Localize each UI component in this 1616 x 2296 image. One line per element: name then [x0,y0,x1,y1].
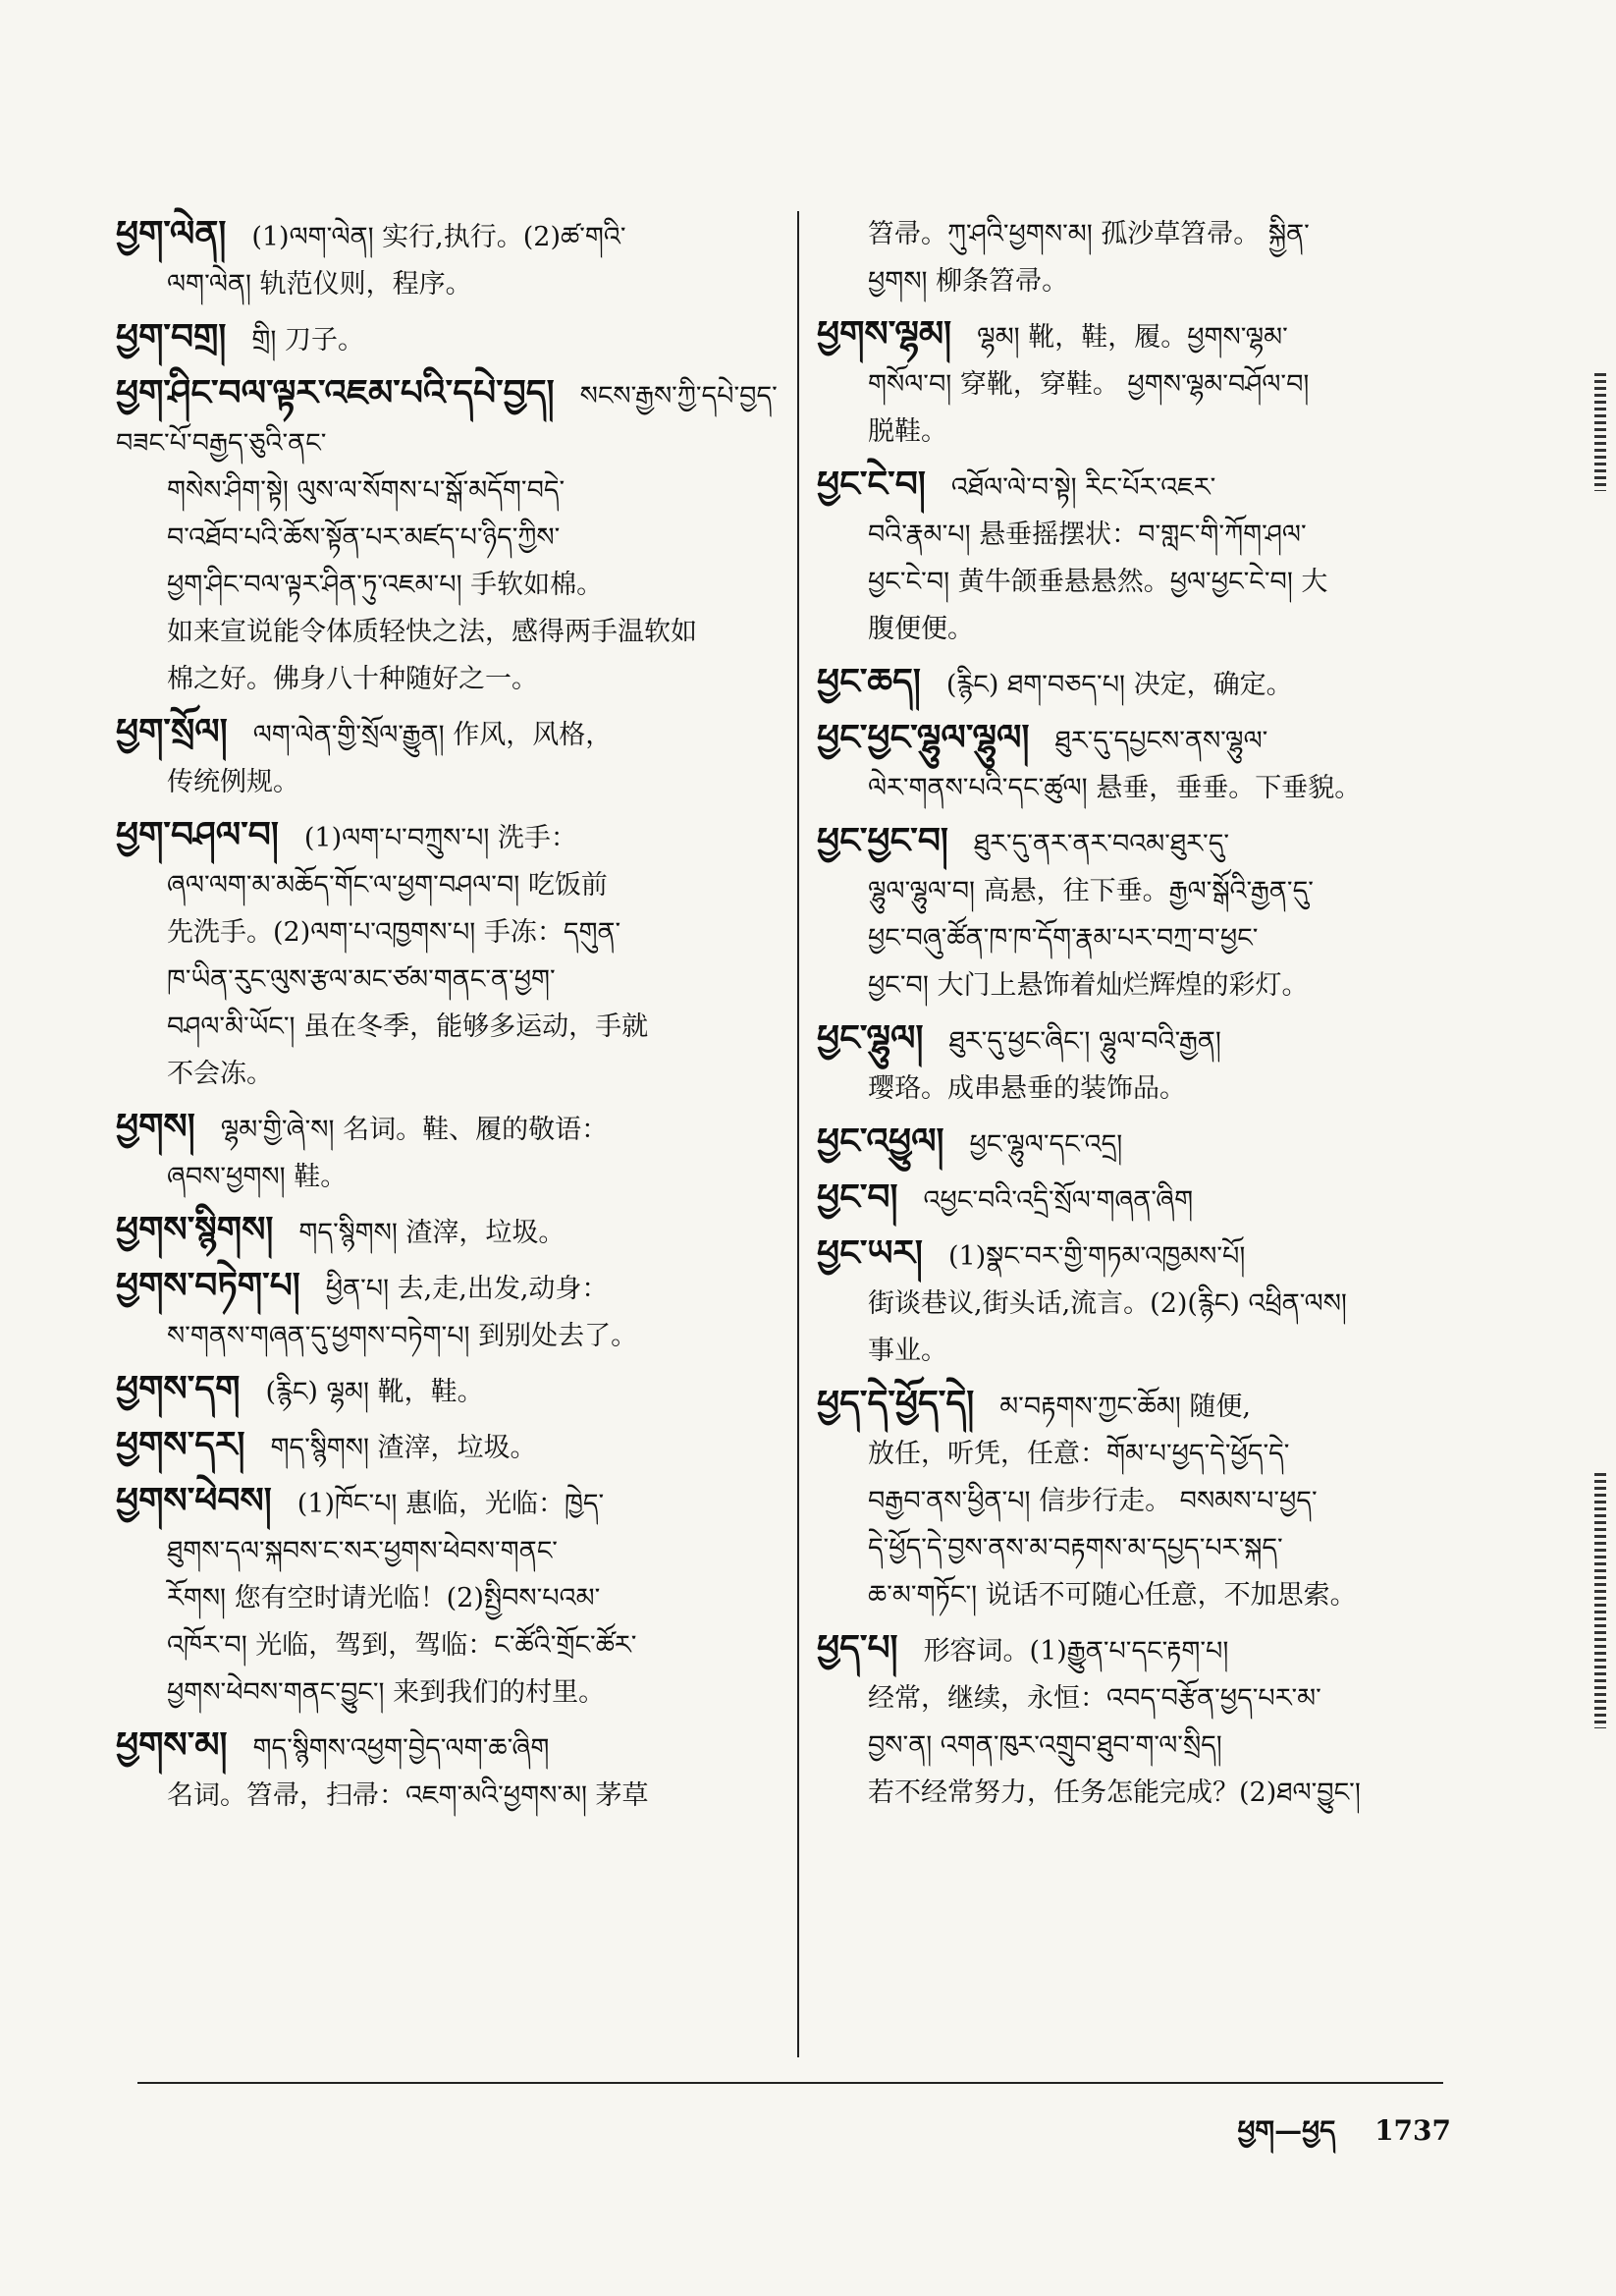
entry-text: བཤལ་མི་ཡོང་། 虽在冬季，能够多运动，手就 [167,1011,649,1042]
entry-text: ཕྱག་ཤིང་བལ་ལྟར་ཤིན་ཏུ་འཇམ་པ། 手软如棉。 [167,570,604,600]
dictionary-entry [116,1422,785,1472]
entry-headword: ཕྱང་བ། [817,1177,898,1218]
entry-line [817,1722,1473,1770]
entry-text: ཕྱང་ངེ་བ། 黄牛颌垂悬悬然。ཕྱལ་ཕྱང་ངེ་བ། 大 [868,567,1328,597]
entry-line [817,868,1473,915]
entry-text: 不会冻。 [167,1059,273,1089]
entry-line [116,909,785,957]
entry-line [116,314,785,364]
entry-text: 形容词。(1)རྒྱུན་པ་དང་རྟག་པ། [923,1636,1229,1667]
entry-text: (1)ལག་པ་བཀྲུས་པ། 洗手： [303,823,577,853]
entry-line [817,962,1473,1010]
entry-line [116,1773,785,1820]
entry-headword: ཕྱགས་དར། [116,1425,245,1465]
entry-line [116,1263,785,1313]
entry-text: རོགས། 您有空时请光临！(2)སྤྱིབས་པའམ་ [167,1583,601,1613]
entry-text: ལྷམ་གྱི་ཞེ་ས། 名词。鞋、履的敬语： [220,1115,609,1145]
entry-text: (རྙིང) ལྷམ། 靴，鞋。 [265,1377,484,1407]
entry-text: 如来宣说能令体质轻快之法，感得两手温软如 [167,617,697,647]
entry-text: 放任，听凭，任意：གོམ་པ་ཕྱད་དེ་ཕྱོད་དེ་ [868,1439,1290,1469]
page-number: 1737 [1374,2114,1451,2147]
dictionary-entry [116,1478,785,1717]
entry-text: ལག་ལེན་གྱི་སྲོལ་རྒྱུན། 作风，风格， [252,720,613,750]
entry-text: 若不经常努力，任务怎能完成？(2)ཐལ་བྱུང་། [868,1777,1361,1808]
entry-headword: ཕྱང་ཆད། [817,662,921,702]
entry-line [817,1525,1473,1572]
entry-headword: ཕྱང་ངེ་བ། [817,465,926,505]
entry-text: (1)ལག་ལེན། 实行,执行。(2)ཚ་གའི་ [251,222,626,252]
entry-text: ལག་ལེན། 轨范仪则，程序。 [167,269,472,300]
scan-edge-marks [1594,373,1606,491]
entry-line [817,1625,1473,1675]
entry-text: དེ་ཕྱོད་དེ་བྱས་ནས་མ་བརྟགས་མ་དཔྱད་པར་སྐད་ [868,1533,1283,1563]
dictionary-entry [817,462,1473,653]
entry-line [116,261,785,308]
dictionary-entry [116,211,785,308]
entry-text: 街谈巷议,街头话,流言。(2)(རྙིང) འཕྲིན་ལས། [868,1288,1347,1319]
entry-headword: ཕྱང་ཕྱང་ལྷུལ་ལྷུལ། [817,718,1030,758]
entry-line [116,1051,785,1098]
entry-line [817,659,1473,709]
entry-line [116,812,785,862]
entry-line [817,1675,1473,1722]
entry-line [817,211,1473,258]
entry-line [116,1575,785,1622]
entry-line [116,1366,785,1416]
entry-line [817,462,1473,512]
entry-text: 笤帚。ཀུ་ཤའི་ཕྱགས་མ། 孤沙草笤帚。 སྐྱིན་ [868,219,1310,249]
entry-text: 棉之好。佛身八十种随好之一。 [167,664,538,694]
entry-headword: ཕྱགས་ལྷམ། [817,314,952,355]
entry-text: ཞབས་ཕྱགས། 鞋。 [167,1162,348,1192]
entry-line [817,559,1473,606]
entry-line [817,1328,1473,1375]
column-divider [797,211,799,2057]
entry-line [817,258,1473,305]
dictionary-entry [116,1104,785,1201]
entry-text: ཐུར་དུ་དཔྱངས་ནས་ལྷུལ་ [1054,726,1268,756]
entry-text: བྱས་ན། འགན་ཁུར་འགྲུབ་ཐུབ་ག་ལ་སྲིད། [868,1730,1222,1761]
entry-line [116,370,785,467]
entry-headword: ཕྱང་ཡར། [817,1233,923,1274]
right-column [817,211,1473,1823]
entry-line [817,512,1473,559]
entry-line [817,915,1473,962]
entry-text: ཐུགས་དལ་སྐབས་ང་སར་ཕྱགས་ཕེབས་གནང་ [167,1536,558,1566]
guide-words: ཕྱག—ཕྱད [1237,2114,1336,2147]
dictionary-entry [817,715,1473,812]
entry-text: ལྷུལ་ལྷུལ་བ། 高悬，往下垂。རྒྱལ་སྒོའི་རྒྱན་དུ་ [868,876,1314,906]
entry-headword: ཕྱང་ཕྱང་བ། [817,821,948,861]
dictionary-entry [817,1175,1473,1225]
entry-line [817,1119,1473,1169]
dictionary-entry [817,1230,1473,1375]
entry-line [116,609,785,656]
entry-line [817,715,1473,765]
entry-line [116,656,785,703]
entry-text: བ་འཐོབ་པའི་ཆོས་སྟོན་པར་མཛད་པ་ཉིད་ཀྱིས་ [167,522,561,553]
entry-line [116,862,785,909]
entry-headword: ཕྱག་བགྲ། [116,317,227,357]
entry-line [116,562,785,609]
entry-line [817,361,1473,409]
entry-text: སངས་རྒྱས་ཀྱི་དཔེ་བྱད་བཟང་པོ་བརྒྱད་ཅུའི་ནང་ [116,381,778,459]
entry-text: 事业。 [868,1336,947,1366]
entry-headword: ཕྱད་པ། [817,1628,898,1668]
entry-line [817,1770,1473,1817]
entry-headword: ཕྱགས་དག [116,1369,241,1409]
entry-text: 经常，继续，永恒：འབད་བརྩོན་ཕྱད་པར་མ་ [868,1683,1321,1714]
entry-text: མ་བརྟགས་ཀྱང་ཆོམ། 随便, [999,1392,1251,1422]
entry-line [817,1381,1473,1431]
dictionary-entry [116,370,785,703]
dictionary-entry [116,1366,785,1416]
entry-line [817,1175,1473,1225]
entry-line [817,1066,1473,1113]
dictionary-entry [116,1722,785,1820]
dictionary-entry [116,314,785,364]
entry-text: (རྙིང) ཐག་བཅད་པ། 决定，确定。 [945,670,1293,700]
dictionary-entry [817,818,1473,1010]
entry-line [817,818,1473,868]
entry-text: (1)ཁོང་པ། 惠临，光临：ཁྱེད་ [296,1489,605,1519]
entry-text: 传统例规。 [167,767,299,797]
entry-line [116,759,785,806]
footer-rule [137,2082,1443,2084]
entry-text: གྲི། 刀子。 [251,325,364,355]
entry-text: ཆ་མ་གཏོང་། 说话不可随心任意，不加思索。 [868,1580,1357,1611]
dictionary-entry [817,1015,1473,1113]
entry-headword: ཕྱད་དེ་ཕྱོད་དེ། [817,1384,975,1424]
entry-headword: ཕྱང་འཕྱུལ། [817,1121,944,1162]
entry-text: ཞལ་ལག་མ་མཆོད་གོང་ལ་ཕྱག་བཤལ་བ། 吃饭前 [167,870,608,901]
entry-line [116,1104,785,1154]
entry-line [116,467,785,515]
entry-text: གད་སྙིགས་འཕྱག་བྱེད་ལག་ཆ་ཞིག [252,1733,550,1764]
entry-text: ལེར་གནས་པའི་དང་ཚུལ། 悬垂，垂垂。下垂貌。 [868,773,1362,803]
entry-text: གསོལ་བ། 穿靴，穿鞋。 ཕྱགས་ལྷམ་བཤོལ་བ། [868,369,1310,400]
dictionary-entry [817,311,1473,456]
entry-headword: ཕྱགས་མ། [116,1725,228,1766]
entry-headword: ཕྱག་སྲོལ། [116,712,228,752]
entry-line [817,1431,1473,1478]
entry-line [817,1230,1473,1281]
entry-headword: ཕྱང་ལྷུལ། [817,1018,924,1059]
scan-edge-marks [1594,1473,1606,1728]
entry-line [116,1313,785,1360]
entry-headword: ཕྱག་ཤིང་བལ་ལྟར་འཇམ་པའི་དཔེ་བྱད། [116,373,555,413]
entry-text: བརྒྱབ་ནས་ཕྱིན་པ། 信步行走。 བསམས་པ་ཕྱད་ [868,1486,1318,1516]
dictionary-entry [116,1263,785,1360]
entry-line [817,606,1473,653]
entry-text: གད་སྙིགས། 渣滓，垃圾。 [298,1218,566,1248]
entry-text: བའི་རྣམ་པ། 悬垂摇摆状：བ་གླང་གི་ཀོག་ཤལ་ [868,519,1307,550]
entry-text: གད་སྙིགས། 渣滓，垃圾。 [270,1433,537,1463]
dictionary-entry [817,1625,1473,1817]
entry-text: 腹便便。 [868,614,974,644]
entry-headword: ཕྱག་ལེན། [116,214,227,254]
entry-line [817,1478,1473,1525]
entry-text: ཕྱིན་པ། 去,走,出发,动身： [325,1274,609,1304]
entry-text: 脱鞋。 [868,416,947,447]
entry-text: ཕྱང་བ། 大门上悬饰着灿烂辉煌的彩灯。 [868,970,1309,1001]
entry-line [116,1207,785,1257]
entry-headword: ཕྱག་བཤལ་བ། [116,815,279,855]
dictionary-entry [116,709,785,806]
entry-line [116,1478,785,1528]
dictionary-entry [116,1207,785,1257]
entry-headword: ཕྱགས་བཏེག་པ། [116,1266,300,1306]
entry-text: འཐོལ་ལེ་བ་སྟེ། རིང་པོར་འཇར་ [950,472,1216,503]
entry-line [116,1669,785,1717]
left-column [116,211,785,1826]
entry-text: ཕྱགས། 柳条笤帚。 [868,266,1069,297]
entry-text: ཐུར་དུ་ནར་ནར་བའམ་ཐུར་དུ་ [973,829,1230,859]
entry-line [116,1722,785,1773]
entry-headword: ཕྱགས། [116,1107,195,1147]
entry-text: ཕྱང་ལྷུལ་དང་འདྲ། [969,1129,1123,1160]
entry-line [116,515,785,562]
entry-line [116,1622,785,1669]
entry-line [817,765,1473,812]
entry-text: འཕྱང་བའི་འདྲི་སྲོལ་གཞན་ཞིག [923,1185,1194,1216]
entry-line [116,1004,785,1051]
entry-text: ཕྱགས་ཕེབས་གནང་བྱུང་། 来到我们的村里。 [167,1677,606,1708]
dictionary-entry [817,1381,1473,1619]
entry-text: འཁོར་བ། 光临，驾到，驾临：ང་ཚོའི་གྲོང་ཚོར་ [167,1630,637,1661]
entry-text: 名词。笤帚，扫帚：འཇག་མའི་ཕྱགས་མ། 茅草 [167,1780,649,1811]
dictionary-entry [817,211,1473,305]
entry-line [116,957,785,1004]
entry-headword: ཕྱགས་སྙིགས། [116,1210,274,1250]
dictionary-entry [817,659,1473,709]
entry-line [817,1572,1473,1619]
entry-text: ཕྱང་བཞུ་ཚོན་ཁ་ཁ་དོག་རྣམ་པར་བཀྲ་བ་ཕྱང་ [868,923,1259,954]
entry-line [116,709,785,759]
entry-text: ཁ་ཡིན་རུང་ལུས་རྩལ་མང་ཙམ་གནང་ན་ཕྱག་ [167,964,556,995]
entry-line [116,1528,785,1575]
entry-text: (1)སྣང་བར་གྱི་གཏམ་འཁྱམས་པོ། [947,1241,1246,1272]
entry-headword: ཕྱགས་ཕེབས། [116,1481,272,1521]
entry-text: གསེས་ཤིག་སྟེ། ལུས་ལ་སོགས་པ་སྒོ་མདོག་བདེ་ [167,475,566,506]
entry-text: 先洗手。(2)ལག་པ་འཁྱགས་པ། 手冻：དགུན་ [167,917,621,948]
dictionary-entry [817,1119,1473,1169]
entry-line [817,311,1473,361]
entry-line [116,1422,785,1472]
entry-line [116,1154,785,1201]
entry-line [817,1015,1473,1066]
entry-text: ལྷམ། 靴，鞋，履。ཕྱགས་ལྷམ་ [977,322,1288,353]
page-footer [1237,2100,1451,2177]
dictionary-entry [116,812,785,1098]
entry-line [817,1281,1473,1328]
entry-text: ཐུར་དུ་ཕྱང་ཞིང་། ལྷུལ་བའི་རྒྱན། [948,1026,1221,1057]
entry-line [817,409,1473,456]
entry-line [116,211,785,261]
entry-text: 璎珞。成串悬垂的装饰品。 [868,1073,1186,1104]
entry-text: ས་གནས་གཞན་དུ་ཕྱགས་བཏེག་པ། 到别处去了。 [167,1321,638,1351]
